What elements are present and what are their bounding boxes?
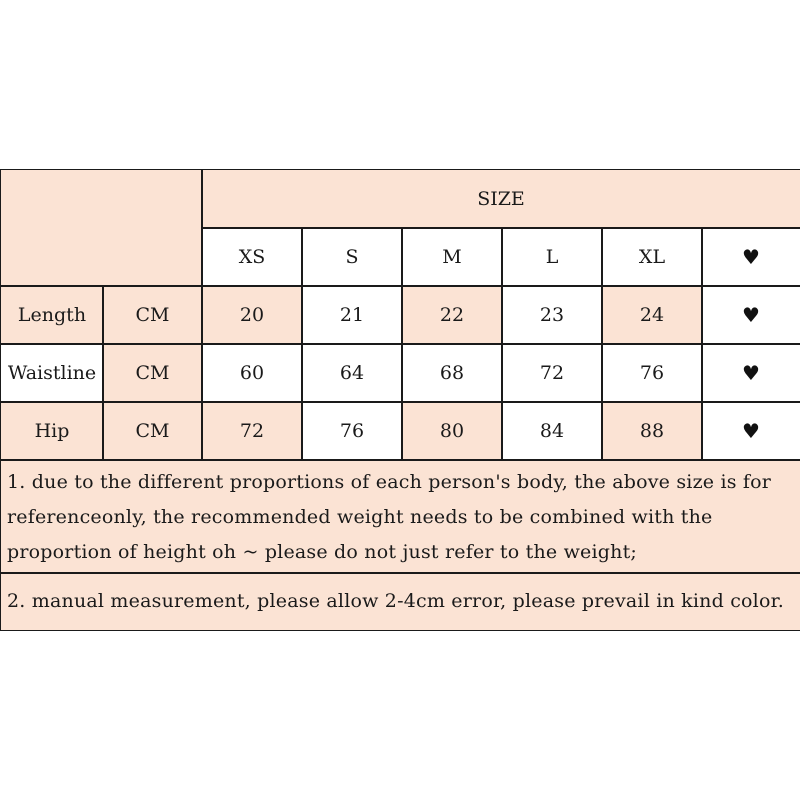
length-l-value: 23 [502, 286, 602, 344]
row-label-length: Length [1, 286, 103, 344]
size-label-m: M [402, 228, 502, 286]
size-label-s: S [302, 228, 402, 286]
waistline-s-value: 64 [302, 344, 402, 402]
note-2-cell [1, 573, 800, 630]
size-label-xs: XS [202, 228, 302, 286]
waistline-xl-value: 76 [602, 344, 702, 402]
grid-line [501, 227, 503, 460]
length-s-value: 21 [302, 286, 402, 344]
grid-line [102, 285, 104, 460]
size-chart [0, 169, 800, 631]
hip-m-value: 80 [402, 402, 502, 460]
grid-line [401, 227, 403, 460]
heart-icon: ♥ [702, 402, 800, 460]
grid-line [601, 227, 603, 460]
length-xs-value: 20 [202, 286, 302, 344]
size-group-header [202, 170, 800, 228]
waistline-l-value: 72 [502, 344, 602, 402]
hip-l-value: 84 [502, 402, 602, 460]
row-unit-waistline: CM [103, 344, 202, 402]
row-label-waistline: Waistline [1, 344, 103, 402]
row-unit-length: CM [103, 286, 202, 344]
grid-line [1, 572, 800, 574]
row-unit-hip: CM [103, 402, 202, 460]
grid-line [701, 227, 703, 460]
waistline-xs-value: 60 [202, 344, 302, 402]
size-label-xl: XL [602, 228, 702, 286]
size-header-text: SIZE [477, 188, 525, 210]
hip-xl-value: 88 [602, 402, 702, 460]
note-1-text: 1. due to the different proportions of each person's body, the above size is for referenceonly, the recommended weight needs to be combined with the proportion of height oh ~ please do not just refer to the weight; [7, 471, 772, 563]
waistline-m-value: 68 [402, 344, 502, 402]
heart-icon: ♥ [702, 286, 800, 344]
corner-cell [1, 170, 202, 286]
grid-line [301, 227, 303, 460]
note-1-cell [1, 460, 800, 573]
size-label-l: L [502, 228, 602, 286]
hip-xs-value: 72 [202, 402, 302, 460]
hip-s-value: 76 [302, 402, 402, 460]
grid-line [201, 170, 203, 460]
length-xl-value: 24 [602, 286, 702, 344]
heart-icon: ♥ [702, 228, 800, 286]
length-m-value: 22 [402, 286, 502, 344]
heart-icon: ♥ [702, 344, 800, 402]
row-label-hip: Hip [1, 402, 103, 460]
note-2-text: 2. manual measurement, please allow 2-4cm error, please prevail in kind color. [7, 590, 785, 612]
